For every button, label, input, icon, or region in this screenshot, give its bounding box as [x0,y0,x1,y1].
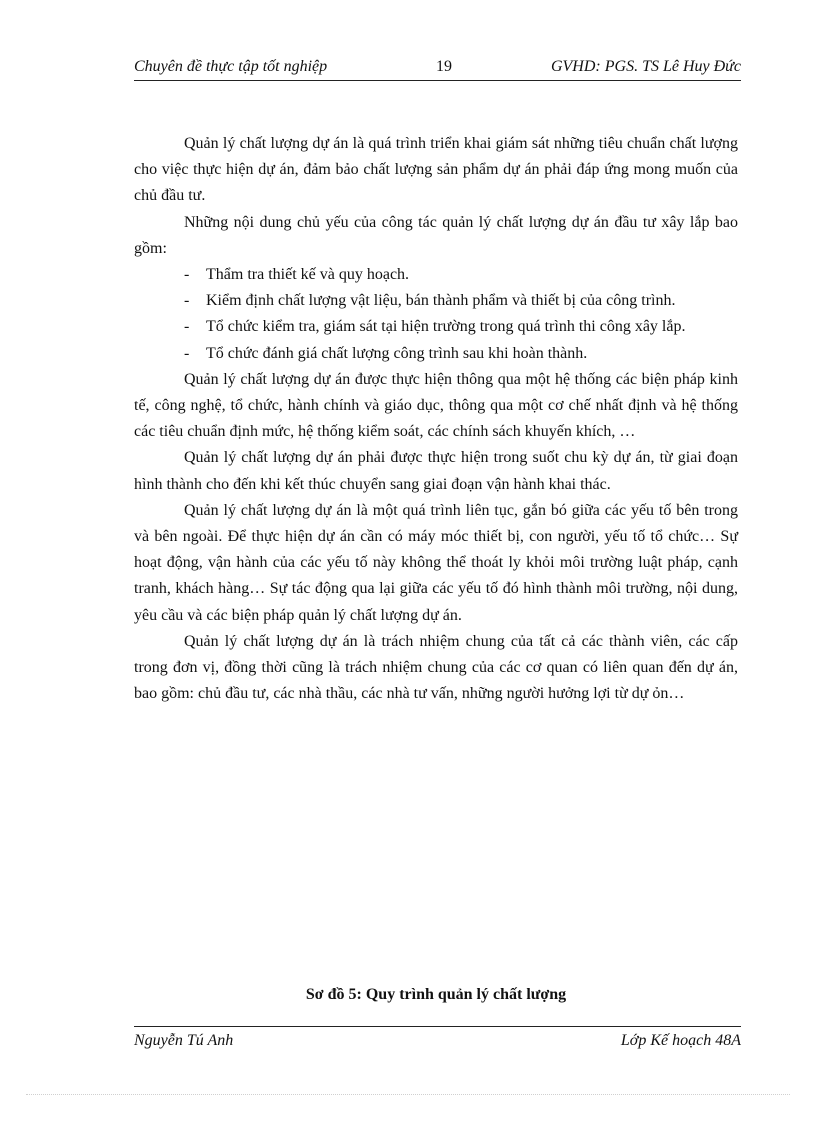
bullet-item [134,341,738,367]
page-footer [134,1026,741,1051]
bullet-text: Tổ chức đánh giá chất lượng công trình sau khi hoàn thành. [206,344,588,362]
footer-class: Lớp Kế hoạch 48A [620,1032,741,1049]
paragraph-4: Quản lý chất lượng dự án phải được thực hiện trong suốt chu kỳ dự án, từ giai đoạn hình thành cho đến khi kết thúc chuyển sang giai đoạn vận hành khai thác. [134,449,738,493]
figure-caption: Sơ đồ 5: Quy trình quản lý chất lượng [305,986,567,1003]
bullet-item [134,262,738,288]
bullet-marker: - [184,318,190,336]
paragraph-1: Quản lý chất lượng dự án là quá trình triển khai giám sát những tiêu chuẩn chất lượng cho việc thực hiện dự án, đảm bảo chất lượng sản phẩm dự án phải đáp ứng mong muốn của chủ đầu tư. [134,135,738,205]
bullet-text: Kiểm định chất lượng vật liệu, bán thành phẩm và thiết bị của công trình. [206,292,676,310]
bullet-text: Thẩm tra thiết kế và quy hoạch. [206,266,410,284]
page-header [134,58,741,81]
paragraph-6: Quản lý chất lượng dự án là trách nhiệm chung của tất cả các thành viên, các cấp trong đơn vị, đồng thời cũng là trách nhiệm chung của các cơ quan có liên quan đến dự án, bao gồm: chủ đầu tư, các nhà thầu, các nhà tư vấn, những người hưởng lợi từ dự ỏn… [134,632,738,703]
paragraph-5: Quản lý chất lượng dự án là một quá trình liên tục, gắn bó giữa các yếu tố bên trong và bên ngoài. Để thực hiện dự án cần có máy móc thiết bị, con người, yếu tố tổ chức… Sự hoạt động, vận hành của các yếu tố này không thể thoát ly khỏi môi trường luật pháp, cạnh tranh, khách hàng… Sự tác động qua lại giữa các yếu tố đó hình thành môi trường, nội dung, yêu cầu và các biện pháp quản lý chất lượng dự án. [134,501,738,624]
bullet-item [134,288,738,314]
footer-author: Nguyễn Tú Anh [134,1032,234,1049]
bullet-marker: - [184,292,190,310]
page-edge-divider [26,1094,790,1095]
body-text [134,131,738,707]
header-page-number: 19 [436,58,452,75]
header-supervisor: GVHD: PGS. TS Lê Huy Đức [550,58,741,75]
header-document-title: Chuyên đề thực tập tốt nghiệp [134,58,328,75]
paragraph-2: Những nội dung chủ yếu của công tác quản lý chất lượng dự án đầu tư xây lắp bao gồm: [134,213,738,257]
bullet-marker: - [184,266,190,284]
bullet-text: Tổ chức kiểm tra, giám sát tại hiện trường trong quá trình thi công xây lắp. [206,318,686,336]
paragraph-3: Quản lý chất lượng dự án được thực hiện thông qua một hệ thống các biện pháp kinh tế, công nghệ, tổ chức, hành chính và giáo dục, thông qua một cơ chế nhất định và hệ thống các tiêu chuẩn định mức, hệ thống kiểm soát, các chính sách khuyến khích, … [134,370,738,441]
bullet-item [134,314,738,340]
bullet-marker: - [184,344,190,362]
